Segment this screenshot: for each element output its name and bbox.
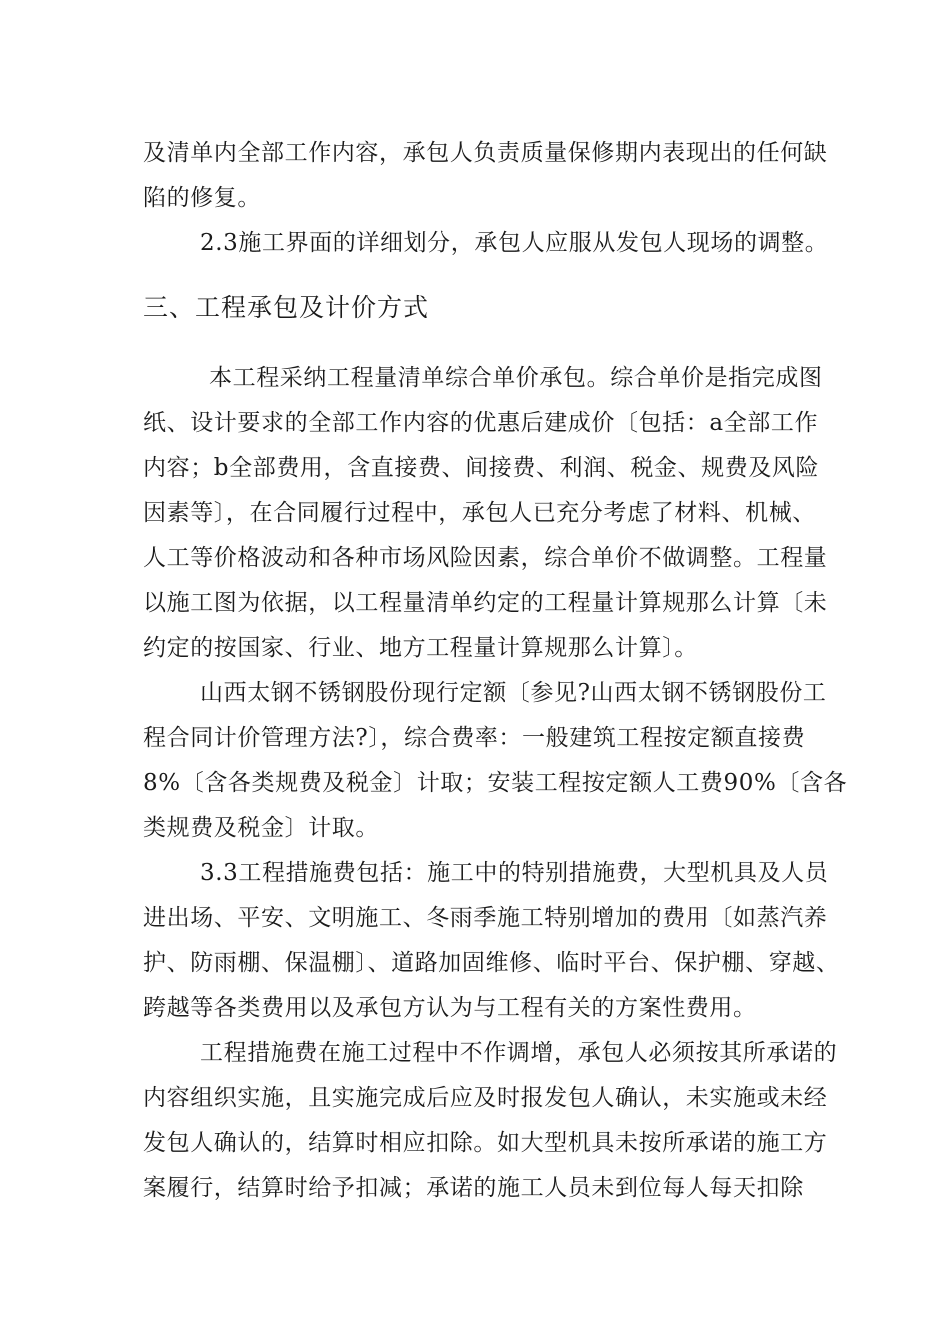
paragraph-line: 因素等〕，在合同履行过程中，承包人已充分考虑了材料、机械、 [143, 500, 816, 526]
paragraph-line: 内容组织实施，且实施完成后应及时报发包人确认，未实施或未经 [143, 1085, 828, 1111]
paragraph-line: 8%〔含各类规费及税金〕计取；安装工程按定额人工费90%〔含各 [143, 770, 848, 796]
paragraph-line: 内容；b全部费用，含直接费、间接费、利润、税金、规费及风险 [143, 455, 820, 481]
paragraph-line: 山西太钢不锈钢股份现行定额〔参见?山西太钢不锈钢股份工 [200, 680, 827, 706]
paragraph-line: 人工等价格波动和各种市场风险因素，综合单价不做调整。工程量 [143, 545, 828, 571]
paragraph-line: 发包人确认的，结算时相应扣除。如大型机具未按所承诺的施工方 [143, 1130, 828, 1156]
section-heading: 三、工程承包及计价方式 [143, 293, 430, 322]
paragraph-line: 及清单内全部工作内容，承包人负责质量保修期内表现出的任何缺 [143, 140, 828, 166]
paragraph-line: 约定的按国家、行业、地方工程量计算规那么计算〕。 [143, 635, 698, 661]
paragraph-line: 以施工图为依据，以工程量清单约定的工程量计算规那么计算〔未 [143, 590, 828, 616]
paragraph-line: 3.3工程措施费包括：施工中的特别措施费，大型机具及人员 [200, 860, 829, 886]
paragraph-line: 程合同计价管理方法?〕，综合费率：一般建筑工程按定额直接费 [143, 725, 806, 751]
paragraph-line: 类规费及税金〕计取。 [143, 815, 379, 841]
paragraph-line: 2.3施工界面的详细划分，承包人应服从发包人现场的调整。 [200, 230, 829, 256]
paragraph-line: 案履行，结算时给予扣减；承诺的施工人员未到位每人每天扣除 [143, 1175, 804, 1201]
paragraph-line: 跨越等各类费用以及承包方认为与工程有关的方案性费用。 [143, 995, 757, 1021]
paragraph-line: 本工程采纳工程量清单综合单价承包。综合单价是指完成图 [209, 365, 823, 391]
paragraph-line: 护、防雨棚、保温棚〕、道路加固维修、临时平台、保护棚、穿越、 [143, 950, 840, 976]
paragraph-line: 工程措施费在施工过程中不作调增，承包人必须按其所承诺的 [200, 1040, 838, 1066]
paragraph-line: 进出场、平安、文明施工、冬雨季施工特别增加的费用〔如蒸汽养 [143, 905, 828, 931]
paragraph-line: 纸、设计要求的全部工作内容的优惠后建成价〔包括：a全部工作 [143, 410, 819, 436]
paragraph-line: 陷的修复。 [143, 185, 261, 211]
